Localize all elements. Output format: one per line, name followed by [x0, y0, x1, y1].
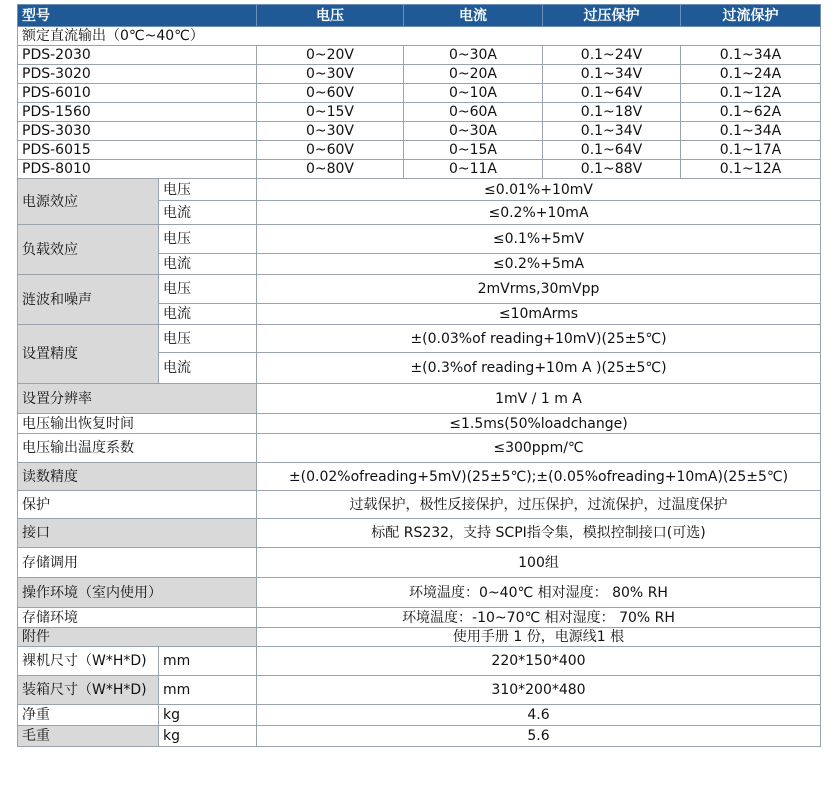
- model-ocp: 0.1~17A: [681, 141, 821, 160]
- source-effect-i-label: 电流: [159, 201, 257, 225]
- box-size-value: 310*200*480: [257, 676, 821, 705]
- model-voltage: 0~30V: [257, 122, 404, 141]
- header-ovp: 过压保护: [543, 5, 681, 27]
- model-ovp: 0.1~64V: [543, 141, 681, 160]
- model-current: 0~60A: [404, 103, 543, 122]
- model-ocp: 0.1~12A: [681, 160, 821, 179]
- operating-env-row: [18, 578, 821, 608]
- model-row: [18, 160, 821, 179]
- load-effect-voltage-row: [18, 225, 821, 254]
- model-row: [18, 103, 821, 122]
- model-voltage: 0~30V: [257, 65, 404, 84]
- temp-coefficient-label: 电压输出温度系数: [18, 434, 257, 463]
- temp-coefficient-value: ≤300ppm/℃: [257, 434, 821, 463]
- model-current: 0~30A: [404, 122, 543, 141]
- model-ovp: 0.1~34V: [543, 122, 681, 141]
- model-current: 0~11A: [404, 160, 543, 179]
- accessories-row: [18, 628, 821, 647]
- protection-value: 过载保护，极性反接保护，过压保护，过流保护，过温度保护: [257, 491, 821, 519]
- readback-accuracy-value: ±(0.02%ofreading+5mV)(25±5℃);±(0.05%ofreading+10mA)(25±5℃): [257, 463, 821, 491]
- accessories-label: 附件: [18, 628, 257, 647]
- resolution-value: 1mV / 1 m A: [257, 384, 821, 414]
- interface-value: 标配 RS232，支持 SCPI指令集，模拟控制接口(可选): [257, 519, 821, 548]
- model-current: 0~15A: [404, 141, 543, 160]
- resolution-label: 设置分辨率: [18, 384, 257, 414]
- net-weight-row: [18, 705, 821, 726]
- model-ocp: 0.1~62A: [681, 103, 821, 122]
- temp-coefficient-row: [18, 434, 821, 463]
- bare-size-label: 裸机尺寸（W*H*D): [18, 647, 159, 676]
- gross-weight-value: 5.6: [257, 726, 821, 747]
- model-ocp: 0.1~34A: [681, 122, 821, 141]
- model-name: PDS-3030: [18, 122, 257, 141]
- model-row: [18, 65, 821, 84]
- protection-row: [18, 491, 821, 519]
- setting-accuracy-v-label: 电压: [159, 325, 257, 353]
- box-size-label: 装箱尺寸（W*H*D): [18, 676, 159, 705]
- setting-accuracy-i-value: ±(0.3%of reading+10m A )(25±5℃): [257, 353, 821, 384]
- header-model: 型号: [18, 5, 257, 27]
- memory-value: 100组: [257, 548, 821, 578]
- interface-row: [18, 519, 821, 548]
- accessories-value: 使用手册 1 份，电源线1 根: [257, 628, 821, 647]
- ripple-voltage-row: [18, 275, 821, 304]
- rated-section-row: [18, 27, 821, 46]
- ripple-v-label: 电压: [159, 275, 257, 304]
- source-effect-label: 电源效应: [18, 179, 159, 225]
- gross-weight-row: [18, 726, 821, 747]
- load-effect-label: 负载效应: [18, 225, 159, 275]
- storage-env-row: [18, 608, 821, 628]
- model-ovp: 0.1~64V: [543, 84, 681, 103]
- model-current: 0~10A: [404, 84, 543, 103]
- header-ocp: 过流保护: [681, 5, 821, 27]
- net-weight-value: 4.6: [257, 705, 821, 726]
- recovery-time-value: ≤1.5ms(50%loadchange): [257, 414, 821, 434]
- model-row: [18, 46, 821, 65]
- load-effect-i-value: ≤0.2%+5mA: [257, 254, 821, 275]
- net-weight-unit: kg: [159, 705, 257, 726]
- model-ovp: 0.1~24V: [543, 46, 681, 65]
- gross-weight-label: 毛重: [18, 726, 159, 747]
- model-row: [18, 141, 821, 160]
- header-row: [18, 5, 821, 27]
- load-effect-v-value: ≤0.1%+5mV: [257, 225, 821, 254]
- setting-accuracy-i-label: 电流: [159, 353, 257, 384]
- spec-table: [17, 4, 821, 747]
- model-voltage: 0~60V: [257, 141, 404, 160]
- ripple-noise-label: 涟波和噪声: [18, 275, 159, 325]
- model-name: PDS-1560: [18, 103, 257, 122]
- recovery-time-label: 电压输出恢复时间: [18, 414, 257, 434]
- model-ovp: 0.1~18V: [543, 103, 681, 122]
- bare-size-value: 220*150*400: [257, 647, 821, 676]
- memory-label: 存储调用: [18, 548, 257, 578]
- recovery-time-row: [18, 414, 821, 434]
- model-current: 0~30A: [404, 46, 543, 65]
- bare-size-unit: mm: [159, 647, 257, 676]
- source-effect-i-value: ≤0.2%+10mA: [257, 201, 821, 225]
- storage-env-value: 环境温度：-10~70℃ 相对湿度： 70% RH: [257, 608, 821, 628]
- load-effect-i-label: 电流: [159, 254, 257, 275]
- source-effect-voltage-row: [18, 179, 821, 201]
- model-name: PDS-6015: [18, 141, 257, 160]
- ripple-v-value: 2mVrms,30mVpp: [257, 275, 821, 304]
- model-current: 0~20A: [404, 65, 543, 84]
- rated-section-title: 额定直流输出（0℃~40℃）: [18, 27, 821, 46]
- load-effect-v-label: 电压: [159, 225, 257, 254]
- model-ovp: 0.1~88V: [543, 160, 681, 179]
- header-voltage: 电压: [257, 5, 404, 27]
- model-ocp: 0.1~12A: [681, 84, 821, 103]
- net-weight-label: 净重: [18, 705, 159, 726]
- operating-env-label: 操作环境（室内使用）: [18, 578, 257, 608]
- source-effect-v-value: ≤0.01%+10mV: [257, 179, 821, 201]
- source-effect-v-label: 电压: [159, 179, 257, 201]
- model-ovp: 0.1~34V: [543, 65, 681, 84]
- ripple-i-value: ≤10mArms: [257, 304, 821, 325]
- header-current: 电流: [404, 5, 543, 27]
- setting-accuracy-v-value: ±(0.03%of reading+10mV)(25±5℃): [257, 325, 821, 353]
- resolution-row: [18, 384, 821, 414]
- model-row: [18, 84, 821, 103]
- model-name: PDS-8010: [18, 160, 257, 179]
- ripple-i-label: 电流: [159, 304, 257, 325]
- interface-label: 接口: [18, 519, 257, 548]
- box-size-row: [18, 676, 821, 705]
- gross-weight-unit: kg: [159, 726, 257, 747]
- model-name: PDS-2030: [18, 46, 257, 65]
- setting-accuracy-voltage-row: [18, 325, 821, 353]
- operating-env-value: 环境温度：0~40℃ 相对湿度： 80% RH: [257, 578, 821, 608]
- model-voltage: 0~15V: [257, 103, 404, 122]
- model-voltage: 0~20V: [257, 46, 404, 65]
- model-name: PDS-3020: [18, 65, 257, 84]
- model-ocp: 0.1~24A: [681, 65, 821, 84]
- bare-size-row: [18, 647, 821, 676]
- model-row: [18, 122, 821, 141]
- readback-accuracy-label: 读数精度: [18, 463, 257, 491]
- model-name: PDS-6010: [18, 84, 257, 103]
- model-voltage: 0~60V: [257, 84, 404, 103]
- storage-env-label: 存储环境: [18, 608, 257, 628]
- model-voltage: 0~80V: [257, 160, 404, 179]
- setting-accuracy-label: 设置精度: [18, 325, 159, 384]
- model-ocp: 0.1~34A: [681, 46, 821, 65]
- box-size-unit: mm: [159, 676, 257, 705]
- protection-label: 保护: [18, 491, 257, 519]
- readback-accuracy-row: [18, 463, 821, 491]
- memory-row: [18, 548, 821, 578]
